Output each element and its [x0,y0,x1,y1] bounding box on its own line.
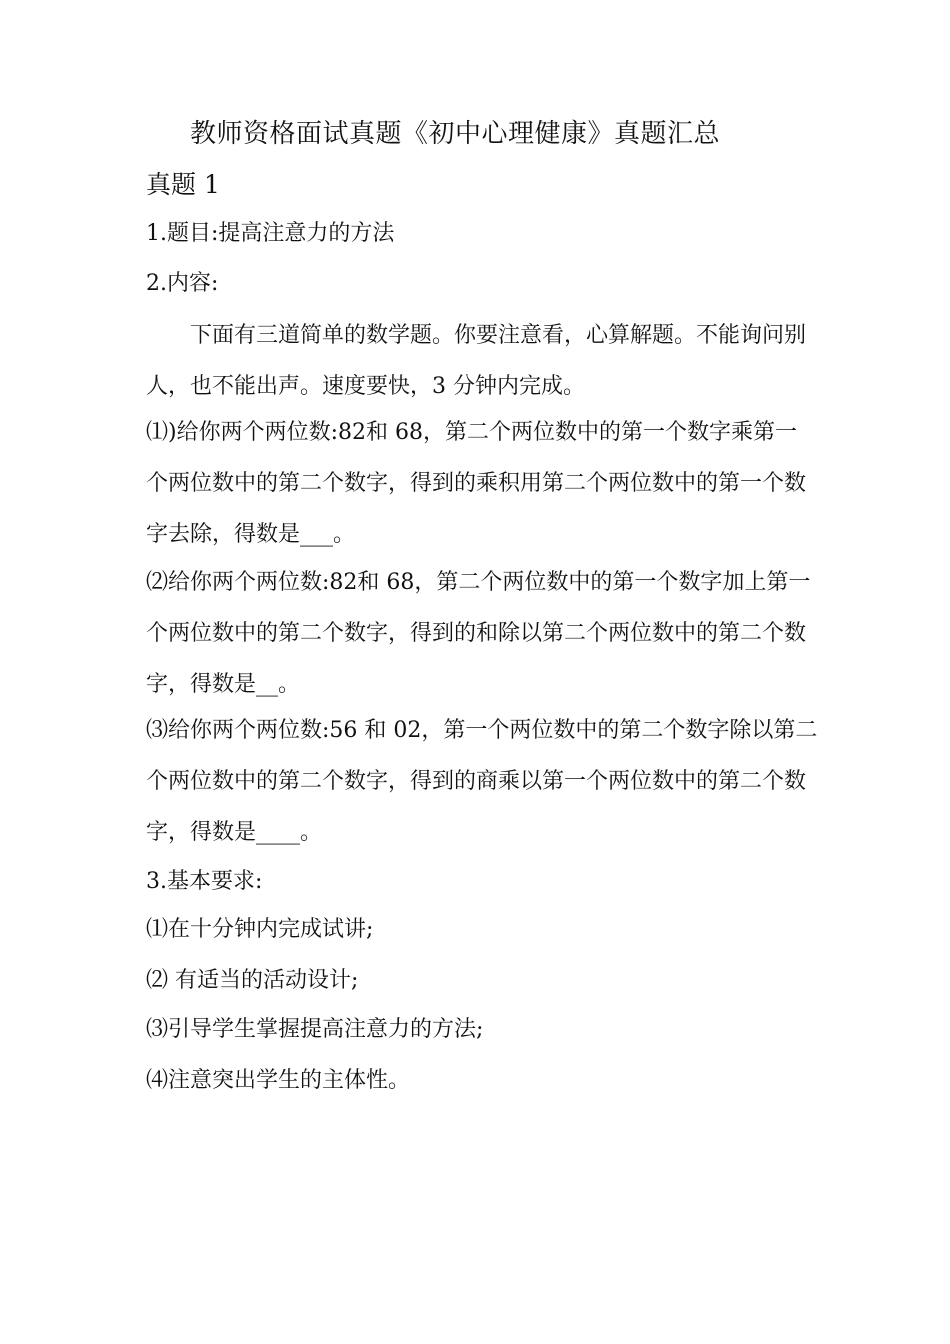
text-line-q3-1: ⑶给你两个两位数:56 和 02，第一个两位数中的第二个数字除以第二 [146,718,818,743]
text-line-q1-3: 字去除，得数是___。 [146,522,356,547]
text-line-q3-2: 个两位数中的第二个数字，得到的商乘以第一个两位数中的第二个数 [146,769,807,794]
text-line-req-1: ⑴在十分钟内完成试讲; [146,917,374,942]
text-line-q1-2: 个两位数中的第二个数字，得到的乘积用第二个两位数中的第一个数 [146,471,807,496]
text-line-intro-2: 人，也不能出声。速度要快，3 分钟内完成。 [146,374,585,399]
section-heading: 真题 1 [146,170,220,199]
text-line-intro-1: 下面有三道简单的数学题。你要注意看，心算解题。不能询问别 [190,323,807,348]
text-line-requirements-label: 3.基本要求: [146,869,263,894]
text-line-q2-3: 字，得数是__。 [146,672,301,697]
text-line-content-label: 2.内容: [146,271,219,296]
text-line-q2-2: 个两位数中的第二个数字，得到的和除以第二个两位数中的第二个数 [146,621,807,646]
text-line-q2-1: ⑵给你两个两位数:82和 68，第二个两位数中的第一个数字加上第一 [146,570,811,595]
text-line-req-2: ⑵ 有适当的活动设计; [146,968,359,993]
text-line-topic: 1.题目:提高注意力的方法 [146,221,395,246]
document-title: 教师资格面试真题《初中心理健康》真题汇总 [190,119,721,149]
text-line-q1-1: ⑴)给你两个两位数:82和 68，第二个两位数中的第一个数字乘第一 [146,420,797,445]
text-line-q3-3: 字，得数是____。 [146,820,323,845]
text-line-req-3: ⑶引导学生掌握提高注意力的方法; [146,1017,484,1042]
text-line-req-4: ⑷注意突出学生的主体性。 [146,1068,411,1093]
